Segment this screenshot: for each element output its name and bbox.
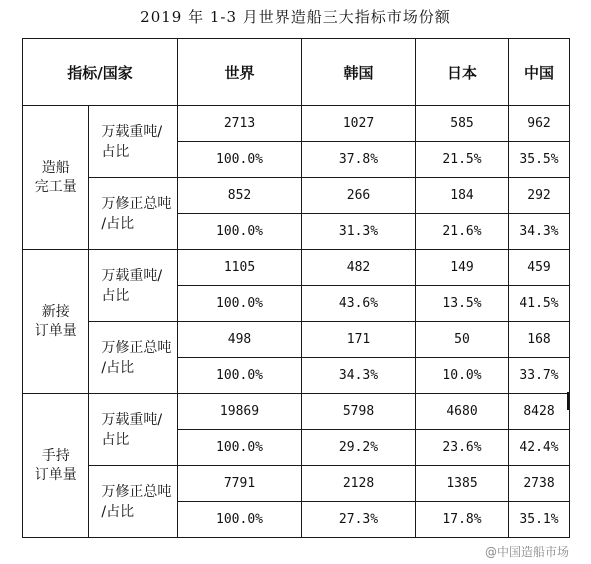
cell-korea-value: 5798	[302, 394, 416, 430]
watermark: @中国造船市场	[484, 545, 569, 559]
cell-japan-share: 17.8%	[416, 502, 509, 538]
cell-japan-share: 21.6%	[416, 214, 509, 250]
metric-label-line1: 万载重吨/	[101, 267, 163, 284]
cell-world-value: 1105	[178, 250, 302, 286]
cell-china-share: 42.4%	[509, 430, 570, 466]
header-korea: 韩国	[302, 39, 416, 106]
cell-korea-value: 1027	[302, 106, 416, 142]
table-row	[23, 250, 570, 286]
cell-china-share: 34.3%	[509, 214, 570, 250]
metric-label	[89, 322, 178, 394]
cell-china-value: 168	[509, 322, 570, 358]
metric-label-line1: 万修正总吨	[101, 339, 172, 356]
cell-china-value: 459	[509, 250, 570, 286]
table-row	[23, 178, 570, 214]
table-row	[23, 106, 570, 142]
header-row	[23, 39, 570, 106]
cell-japan-value: 585	[416, 106, 509, 142]
metric-label	[89, 466, 178, 538]
cell-japan-share: 21.5%	[416, 142, 509, 178]
metric-label-line2: 占比	[101, 143, 130, 160]
group-label-line1: 造船	[41, 159, 70, 176]
cell-korea-share: 27.3%	[302, 502, 416, 538]
group-label	[23, 106, 89, 250]
cell-china-value: 8428	[509, 394, 570, 430]
metric-label-line2: /占比	[101, 503, 135, 520]
cell-korea-share: 37.8%	[302, 142, 416, 178]
metric-label-line2: 占比	[101, 431, 130, 448]
table-row	[23, 466, 570, 502]
group-label-line1: 手持	[41, 447, 70, 464]
cell-world-value: 19869	[178, 394, 302, 430]
cell-china-share: 35.1%	[509, 502, 570, 538]
cell-world-value: 498	[178, 322, 302, 358]
metric-label-line2: /占比	[101, 215, 135, 232]
group-label-line2: 订单量	[34, 466, 77, 483]
page-title: 2019 年 1-3 月世界造船三大指标市场份额	[140, 8, 451, 26]
table-row	[23, 322, 570, 358]
cell-japan-value: 4680	[416, 394, 509, 430]
cell-china-value: 2738	[509, 466, 570, 502]
header-japan: 日本	[416, 39, 509, 106]
cell-korea-value: 2128	[302, 466, 416, 502]
cell-world-share: 100.0%	[178, 358, 302, 394]
cell-japan-share: 23.6%	[416, 430, 509, 466]
cell-korea-share: 43.6%	[302, 286, 416, 322]
table-row	[23, 394, 570, 430]
market-share-table	[22, 38, 570, 538]
cell-japan-share: 13.5%	[416, 286, 509, 322]
cell-japan-value: 149	[416, 250, 509, 286]
group-label	[23, 394, 89, 538]
edge-marker	[567, 392, 569, 410]
header-world: 世界	[178, 39, 302, 106]
group-label-line2: 完工量	[34, 178, 77, 195]
cell-korea-value: 171	[302, 322, 416, 358]
cell-world-value: 2713	[178, 106, 302, 142]
metric-label-line1: 万修正总吨	[101, 195, 172, 212]
cell-korea-value: 266	[302, 178, 416, 214]
metric-label-line1: 万载重吨/	[101, 411, 163, 428]
cell-japan-share: 10.0%	[416, 358, 509, 394]
metric-label	[89, 178, 178, 250]
metric-label	[89, 106, 178, 178]
metric-label-line1: 万修正总吨	[101, 483, 172, 500]
cell-japan-value: 184	[416, 178, 509, 214]
cell-china-value: 962	[509, 106, 570, 142]
cell-korea-share: 31.3%	[302, 214, 416, 250]
cell-china-share: 41.5%	[509, 286, 570, 322]
cell-korea-value: 482	[302, 250, 416, 286]
cell-korea-share: 29.2%	[302, 430, 416, 466]
cell-china-share: 33.7%	[509, 358, 570, 394]
cell-world-share: 100.0%	[178, 502, 302, 538]
metric-label	[89, 394, 178, 466]
cell-world-value: 852	[178, 178, 302, 214]
cell-china-value: 292	[509, 178, 570, 214]
metric-label	[89, 250, 178, 322]
cell-world-share: 100.0%	[178, 142, 302, 178]
header-indicator: 指标/国家	[23, 39, 178, 106]
header-china: 中国	[509, 39, 570, 106]
metric-label-line1: 万载重吨/	[101, 123, 163, 140]
group-label	[23, 250, 89, 394]
group-label-line2: 订单量	[34, 322, 77, 339]
cell-china-share: 35.5%	[509, 142, 570, 178]
group-label-line1: 新接	[41, 303, 70, 320]
cell-japan-value: 50	[416, 322, 509, 358]
metric-label-line2: 占比	[101, 287, 130, 304]
cell-world-share: 100.0%	[178, 214, 302, 250]
cell-korea-share: 34.3%	[302, 358, 416, 394]
cell-japan-value: 1385	[416, 466, 509, 502]
cell-world-value: 7791	[178, 466, 302, 502]
cell-world-share: 100.0%	[178, 430, 302, 466]
cell-world-share: 100.0%	[178, 286, 302, 322]
metric-label-line2: /占比	[101, 359, 135, 376]
